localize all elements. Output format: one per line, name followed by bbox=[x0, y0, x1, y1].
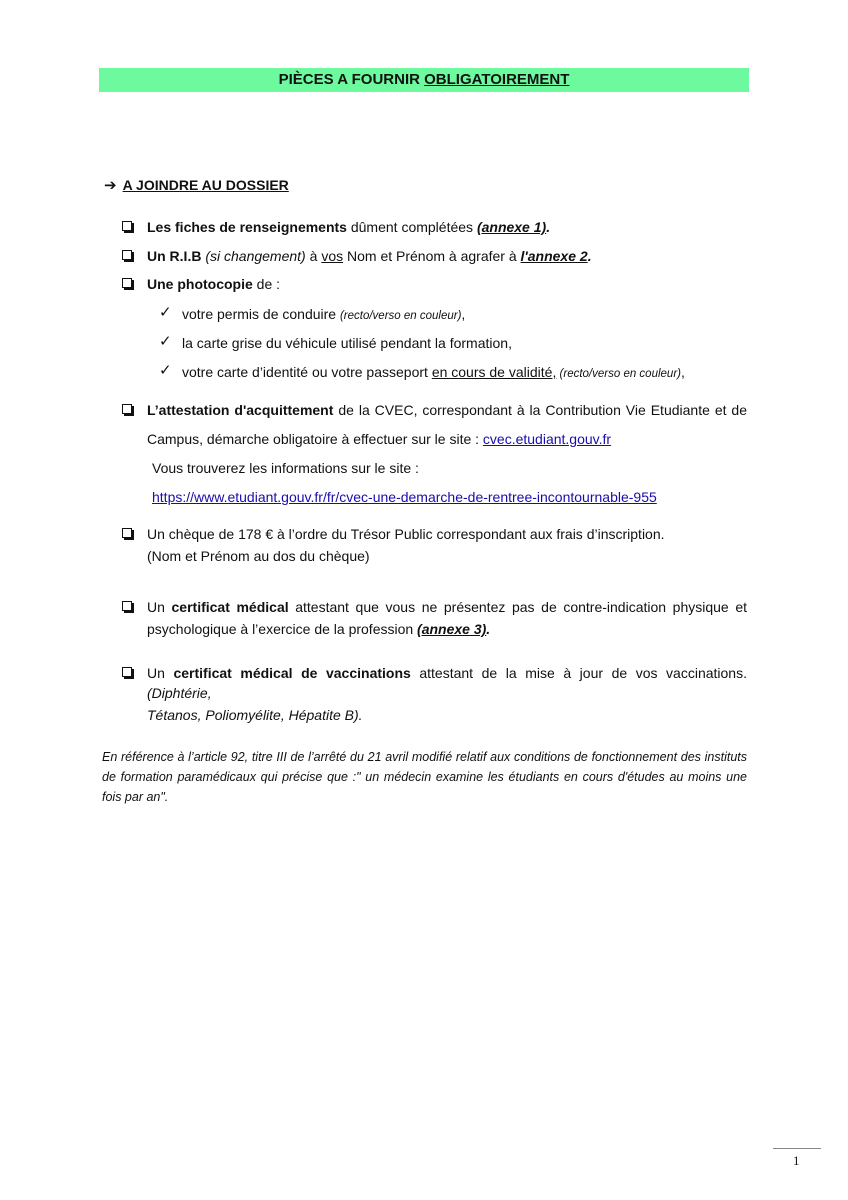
rib-bold: Un R.I.B bbox=[147, 248, 202, 264]
rib-end: . bbox=[587, 248, 592, 264]
cheque-line1: Un chèque de 178 € à l’ordre du Trésor Public correspondant aux frais d’inscription. bbox=[147, 526, 665, 542]
rib-a: à bbox=[305, 248, 322, 264]
rib-vos: vos bbox=[321, 248, 344, 264]
certificat-bold: certificat médical bbox=[171, 599, 289, 615]
photocopie-text: de : bbox=[252, 276, 281, 292]
list-item-vaccins bbox=[122, 663, 752, 725]
cvec-line3: Vous trouverez les informations sur le site : bbox=[152, 460, 419, 476]
section-heading-text: A JOINDRE AU DOSSIER bbox=[122, 177, 289, 193]
list-item-photocopie bbox=[122, 274, 752, 294]
check-1-small: (recto/verso en couleur) bbox=[339, 310, 462, 322]
list-item-cheque bbox=[122, 524, 752, 566]
checkbox-icon bbox=[122, 250, 132, 260]
reference-note: En référence à l’article 92, titre III de l’arrêté du 21 avril modifié relatif aux conditions de fonctionnement des instituts de formation paramédicaux qui précise que :" un médecin examine les étudiants en cours d'études au moins une fois par an". bbox=[102, 750, 747, 804]
check-item-permis bbox=[182, 304, 465, 326]
photocopie-bold: Une photocopie bbox=[147, 276, 253, 292]
checkmark-icon: ✓ bbox=[159, 333, 172, 350]
fiches-end: . bbox=[546, 219, 551, 235]
vaccins-it2: Tétanos, Poliomyélite, Hépatite B) bbox=[147, 707, 359, 723]
cvec-link2-row bbox=[152, 487, 782, 507]
cheque-line2: (Nom et Prénom au dos du chèque) bbox=[147, 548, 370, 564]
check-1-end: , bbox=[461, 306, 466, 322]
cvec-site-link[interactable]: cvec.etudiant.gouv.fr bbox=[482, 431, 612, 447]
certificat-line1: attestant que vous ne présentez pas de contre-indication physique et bbox=[288, 599, 747, 615]
page-title bbox=[99, 68, 749, 92]
list-item-rib bbox=[122, 246, 752, 266]
vaccins-line1: attestant de la mise à jour de vos vaccinations. bbox=[410, 665, 747, 681]
cvec-line3-row bbox=[152, 458, 782, 478]
check-item-identite bbox=[182, 362, 685, 384]
checkbox-icon bbox=[122, 601, 132, 611]
check-3-underline: en cours de validité, bbox=[431, 364, 557, 380]
list-item-fiches bbox=[122, 217, 752, 237]
list-item-certificat bbox=[122, 597, 752, 639]
rib-italic: (si changement) bbox=[201, 248, 306, 264]
section-heading bbox=[104, 176, 289, 194]
page-number: 1 bbox=[793, 1153, 800, 1168]
checkbox-icon bbox=[122, 278, 132, 288]
title-part1: PIÈCES A FOURNIR bbox=[278, 71, 425, 88]
vaccins-end: . bbox=[358, 707, 363, 723]
checkbox-icon bbox=[122, 528, 132, 538]
certificat-a: Un bbox=[147, 599, 172, 615]
annex-1-ref: (annexe 1) bbox=[476, 219, 547, 235]
checkbox-icon bbox=[122, 667, 132, 677]
checkmark-icon: ✓ bbox=[159, 304, 172, 321]
check-item-carte-grise bbox=[182, 333, 512, 353]
checkmark-icon: ✓ bbox=[159, 362, 172, 379]
list-item-cvec bbox=[122, 400, 752, 420]
check-2-text: la carte grise du véhicule utilisé pendant la formation, bbox=[182, 335, 512, 351]
check-3-text: votre carte d’identité ou votre passeport bbox=[182, 364, 432, 380]
footer-divider bbox=[773, 1148, 821, 1149]
etudiant-gouv-link[interactable]: https://www.etudiant.gouv.fr/fr/cvec-une-demarche-de-rentree-incontournable-955 bbox=[152, 489, 657, 505]
cvec-bold: L’attestation d'acquittement bbox=[147, 402, 334, 418]
fiches-text: dûment complétées bbox=[346, 219, 477, 235]
certificat-end: . bbox=[486, 621, 491, 637]
cvec-line2: Campus, démarche obligatoire à effectuer sur le site : bbox=[147, 431, 483, 447]
vaccins-a: Un bbox=[147, 665, 174, 681]
checkbox-icon bbox=[122, 404, 132, 414]
check-3-end: , bbox=[680, 364, 685, 380]
cvec-line1: de la CVEC, correspondant à la Contribution Vie Etudiante et de bbox=[333, 402, 747, 418]
annex-2-ref: l'annexe 2 bbox=[520, 248, 588, 264]
certificat-line2: psychologique à l’exercice de la profession bbox=[147, 621, 418, 637]
vaccins-bold: certificat médical de vaccinations bbox=[173, 665, 411, 681]
vaccins-it1: (Diphtérie, bbox=[147, 685, 212, 701]
cvec-line2-row bbox=[147, 429, 777, 449]
arrow-right-icon: ➔ bbox=[104, 177, 117, 194]
rib-b: Nom et Prénom à agrafer à bbox=[343, 248, 521, 264]
check-3-small: (recto/verso en couleur) bbox=[556, 368, 681, 380]
check-1-text: votre permis de conduire bbox=[182, 306, 340, 322]
title-part2: OBLIGATOIREMENT bbox=[424, 71, 570, 88]
fiches-bold: Les fiches de renseignements bbox=[147, 219, 347, 235]
annex-3-ref: (annexe 3) bbox=[417, 621, 487, 637]
checkbox-icon bbox=[122, 221, 132, 231]
